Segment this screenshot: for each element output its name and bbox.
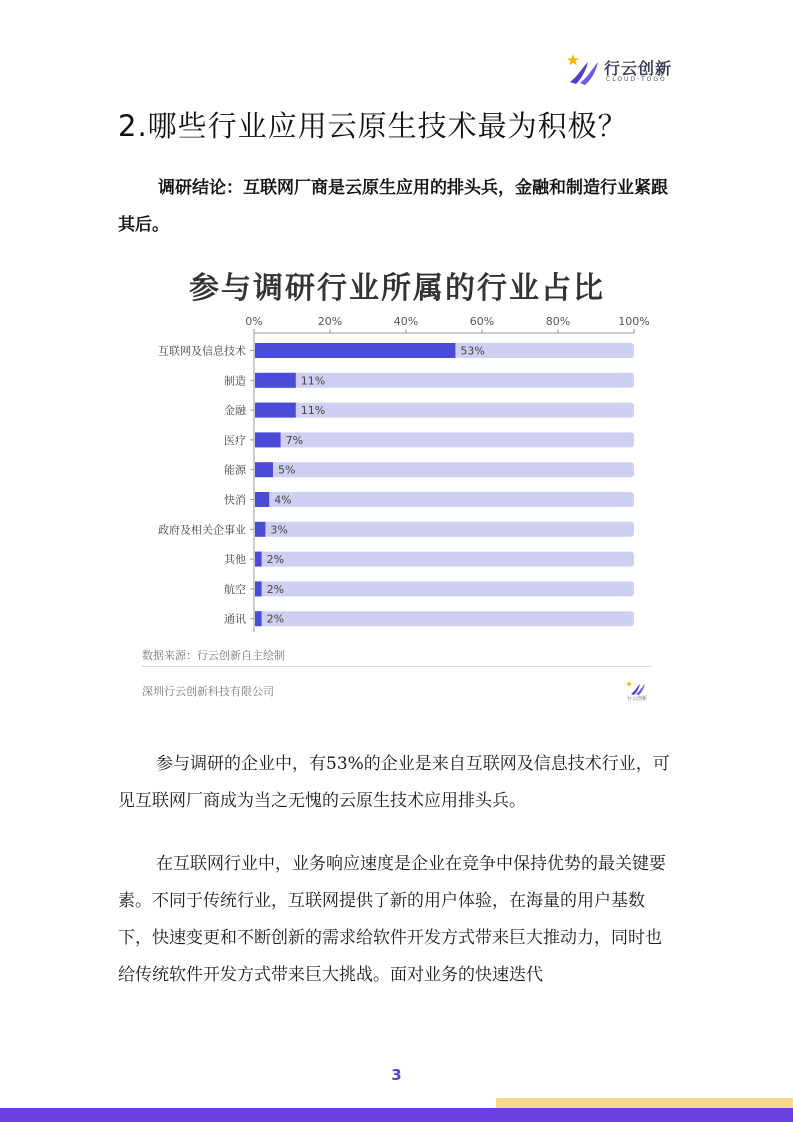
x-tick-label: 100% — [618, 315, 650, 328]
data-label: 3% — [270, 523, 288, 537]
chart-figure — [140, 255, 654, 713]
bar-track — [255, 552, 634, 567]
category-label: 金融 — [224, 404, 246, 418]
data-label: 2% — [266, 553, 285, 567]
body-paragraph-2: 在互联网行业中，业务响应速度是企业在竞争中保持优势的最关键要素。不同于传统行业，互联网提供了新的用户体验，在海量的用户基数下，快速变更和不断创新的需求给软件开发方式带来巨大推动力，同时也给传统软件开发方式带来巨大挑战。面对业务的快速迭代 — [118, 854, 666, 985]
category-label: 快消 — [224, 493, 246, 507]
bar — [255, 492, 269, 507]
data-source: 数据来源：行云创新自主绘制 — [142, 649, 285, 662]
bar — [255, 373, 296, 388]
x-tick-label: 80% — [545, 315, 571, 328]
category-label: 医疗 — [224, 433, 246, 447]
logo-subtitle: CLOUD·TOGO — [606, 76, 667, 83]
figure-divider — [142, 666, 652, 667]
category-label: 制造 — [224, 374, 246, 388]
bar-track — [255, 522, 634, 537]
bar-chart — [140, 307, 654, 637]
data-label: 11% — [300, 404, 326, 418]
data-label: 11% — [300, 374, 326, 388]
bar — [255, 581, 262, 596]
category-label: 互联网及信息技术 — [158, 344, 246, 358]
bar — [255, 611, 262, 626]
body-paragraph-1: 参与调研的企业中，有53%的企业是来自互联网及信息技术行业，可见互联网厂商成为当之无愧的云原生技术应用排头兵。 — [118, 754, 670, 811]
company-name: 深圳行云创新科技有限公司 — [142, 685, 274, 698]
section-title: 2.哪些行业应用云原生技术最为积极？ — [118, 109, 628, 143]
bar-track — [255, 611, 634, 626]
data-label: 2% — [266, 612, 285, 626]
company-logo — [566, 52, 676, 90]
data-label: 4% — [274, 493, 292, 507]
logo-mark-icon — [566, 52, 606, 88]
x-tick-label: 60% — [469, 315, 495, 328]
data-label: 7% — [285, 433, 304, 447]
x-tick-label: 0% — [245, 315, 263, 328]
bar — [255, 432, 281, 447]
mini-logo-text: 行云创新 — [626, 696, 647, 702]
x-tick-label: 40% — [393, 315, 419, 328]
page-number: 3 — [391, 1066, 402, 1084]
bar-track — [255, 581, 634, 596]
bar — [255, 462, 273, 477]
bar — [255, 552, 262, 567]
bar — [255, 403, 296, 418]
data-label: 5% — [278, 463, 296, 477]
x-tick-label: 20% — [317, 315, 343, 328]
chart-title: 参与调研行业所属的行业占比 — [189, 271, 605, 306]
data-label: 2% — [266, 582, 285, 596]
mini-logo-icon — [624, 680, 650, 696]
bar — [255, 522, 265, 537]
footer-bar — [0, 1108, 793, 1122]
category-label: 其他 — [224, 553, 246, 567]
category-label: 政府及相关企事业 — [158, 523, 246, 537]
logo-name: 行云创新 — [604, 59, 673, 78]
category-label: 能源 — [224, 463, 246, 477]
bar — [255, 343, 455, 358]
bar-track — [255, 432, 634, 447]
research-conclusion: 调研结论：互联网厂商是云原生应用的排头兵，金融和制造行业紧跟其后。 — [118, 178, 668, 235]
data-label: 53% — [460, 344, 485, 358]
mini-logo — [624, 680, 650, 704]
category-label: 航空 — [224, 582, 246, 596]
bar-track — [255, 492, 634, 507]
bar-track — [255, 462, 634, 477]
category-label: 通讯 — [224, 612, 246, 626]
